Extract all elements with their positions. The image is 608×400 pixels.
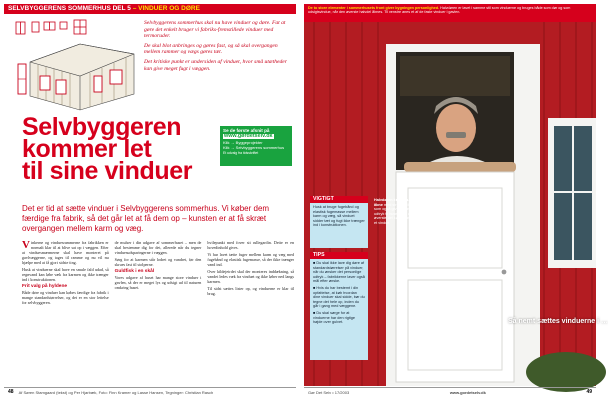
page-number: 48 [8, 389, 14, 395]
infobox-note: Et udvalg fra tidsskriftet [223, 151, 259, 155]
left-page [4, 4, 296, 396]
photo-intro-band [304, 4, 596, 22]
body-subhead: Frit valg på hyldene [22, 284, 68, 289]
article-headline [22, 113, 222, 185]
deck-paragraph: Selvbyggerens sommerhus skal nu have vinduer og døre. Fat at gøre det enkelt bruger vi fabriks-fremstillede vinduer med termoruder. [144, 20, 286, 40]
house-frame-illustration [10, 18, 140, 114]
band-text: Halvdøren er lavet i samme stil som vinduerne og bruges både som dør og som udsigtsvindue, når den øverste halvdel åbnes. Til venstre anes et af de faste vinduer i gavlen. [308, 5, 571, 14]
body-paragraph [22, 240, 109, 265]
tip-item: ■ Du skal sørge for at vinduerne har den rigtige højde over gulvet. [313, 310, 356, 325]
left-footer [4, 387, 296, 396]
headline-line: kommer let [22, 135, 152, 163]
body-column [207, 240, 294, 388]
magazine-issue: Gør Det Selv • 17/2003 [308, 390, 350, 395]
body-paragraph: de mulser i din udgave af sommerhuset – men de skal bestemme dig for det, allerede når du tegner vinduesudsparingerne i væggen. [114, 240, 202, 255]
right-footer [304, 387, 596, 396]
body-text: inkerne og vinduesrammerne fra fabrikken er normalt klar til at blive sat op i væggen. Efter at vinduesmærmerne skal have monteret på gavlvæggerne, og tages til ramme og nu vil nu hjælpe med at få gjort sidste ting. [22, 240, 109, 265]
section-header [4, 4, 296, 14]
headline-line: Selvbyggeren [22, 113, 182, 141]
right-page [304, 4, 608, 396]
important-title: VIGTIGT [310, 196, 368, 203]
tips-box [310, 252, 368, 360]
page-number: 49 [586, 389, 592, 395]
series-title: SELVBYGGERENS SOMMERHUS DEL 5 [8, 5, 131, 12]
body-subhead: Guldfisk i en skål [114, 269, 155, 274]
body-paragraph: Over kildejeirdet skal der monteres inddækning, så vandet ledes væk fra vinduet og ikke løber ned langs karmen. [207, 269, 295, 284]
body-paragraph: Sørg for at karmen står lodret og vandret, før den skrues fast til stolperne. [114, 257, 202, 267]
body-paragraph: Husk at vinduerne skal have en smule fald udad, så regnvand kan løbe væk fra karmen og ikke trænger ind i konstruktionen. [22, 267, 109, 282]
infobox-line: Klik → Selvbyggerens sommerhus [223, 145, 285, 150]
footer-credit: Af Søren Stamgaard (tekst) og Per Hjarbæk, Foto: Finn Kramer og Lasse Hansen, Tegninger: Christian Rasch [18, 390, 214, 395]
caption-text: med sin flotte lade, som også giver et personligt udtryk til huset – og den øverste del kan åbnes som et vindue. [374, 202, 422, 225]
body-paragraph: Vi har lavet tætte fuger mellem karm og væg med fugebånd og elastisk fugemasse, så der ikke trænger vand ind. [207, 252, 295, 267]
headline-line: til sine vinduer [22, 157, 193, 185]
infobox-title: Se de første afsnit på [223, 128, 270, 133]
website-infobox [220, 126, 292, 166]
photo-overlay-label: Så nemt sættes vinduerne i … [508, 318, 608, 325]
infobox-line: Klik → Byggeprojekter [223, 140, 263, 145]
section-title: – VINDUER OG DØRE [132, 5, 200, 12]
body-paragraph: hvilepunkt med fover sit rullegardin. Dette er en hovedinhold gives. [207, 240, 295, 250]
caption-lead: Halvdøren kunne fuldt åbne [374, 198, 415, 207]
standfirst: Det er tid at sætte vinduer i Selvbyggerens sommerhus. Vi køber dem færdige fra fabrik, så det går let at få dem op – kunsten er at få skræt overgangen mellem karm og væg. [22, 204, 270, 233]
body-columns [22, 240, 294, 388]
tip-item: ■ Hvis du har bestemt i din opfattelse, at køb hvordan dine vinduer skal sidde, bør du tegne det hele op, inden du går i gang med væggene. [313, 285, 365, 309]
deck-paragraph: Det kritiske punkt er undersiden af vinduet, hvor små utætheder kan give meget fugt i væggen. [144, 58, 287, 72]
tips-title: TIPS [310, 252, 368, 259]
website-link[interactable]: www.gordetselv.dk [449, 390, 486, 395]
photo-caption [374, 198, 422, 226]
band-lead: De to store elementer i sommerhusets front giver bygningen personlighed. [308, 5, 440, 10]
body-paragraph: Vores udgave af huset har mange store vinduer i gavlen, så der er meget lys og udsigt ud til naturen omkring huset. [114, 275, 202, 290]
infobox-url-link[interactable]: www.gørdetselv.dk [224, 133, 273, 139]
body-column [115, 240, 202, 388]
intro-deck [144, 20, 292, 75]
drop-cap: V [22, 239, 30, 251]
body-paragraph: Til sidst sættes lister op, og vinduerne er klar til brug. [207, 286, 295, 296]
tip-item: ■ Du skal ikke lave dig døre af standardstørrelser på vinduer, når du ønsker det personlige udtryk – fabrikkerne laver også mål efter ønske. [313, 261, 365, 284]
deck-paragraph: De skal blot anbringes og gøres fast, og så skal overgangen mellem rammer og vægs gøres tæt. [144, 42, 278, 56]
body-column [22, 240, 109, 388]
important-text: Husk at bruge fugebånd og elastisk fugemasse mellem karm og væg, så vinduet sidder tæt og fugt ikke trænger ind i konstruktionen. [313, 205, 365, 228]
body-paragraph: Både døre og vinduer kan købes færdige fra fabrik i mange standardstørrelser, og det er en stor lettelse for selvbyggeren. [22, 290, 109, 305]
important-box [310, 196, 368, 248]
